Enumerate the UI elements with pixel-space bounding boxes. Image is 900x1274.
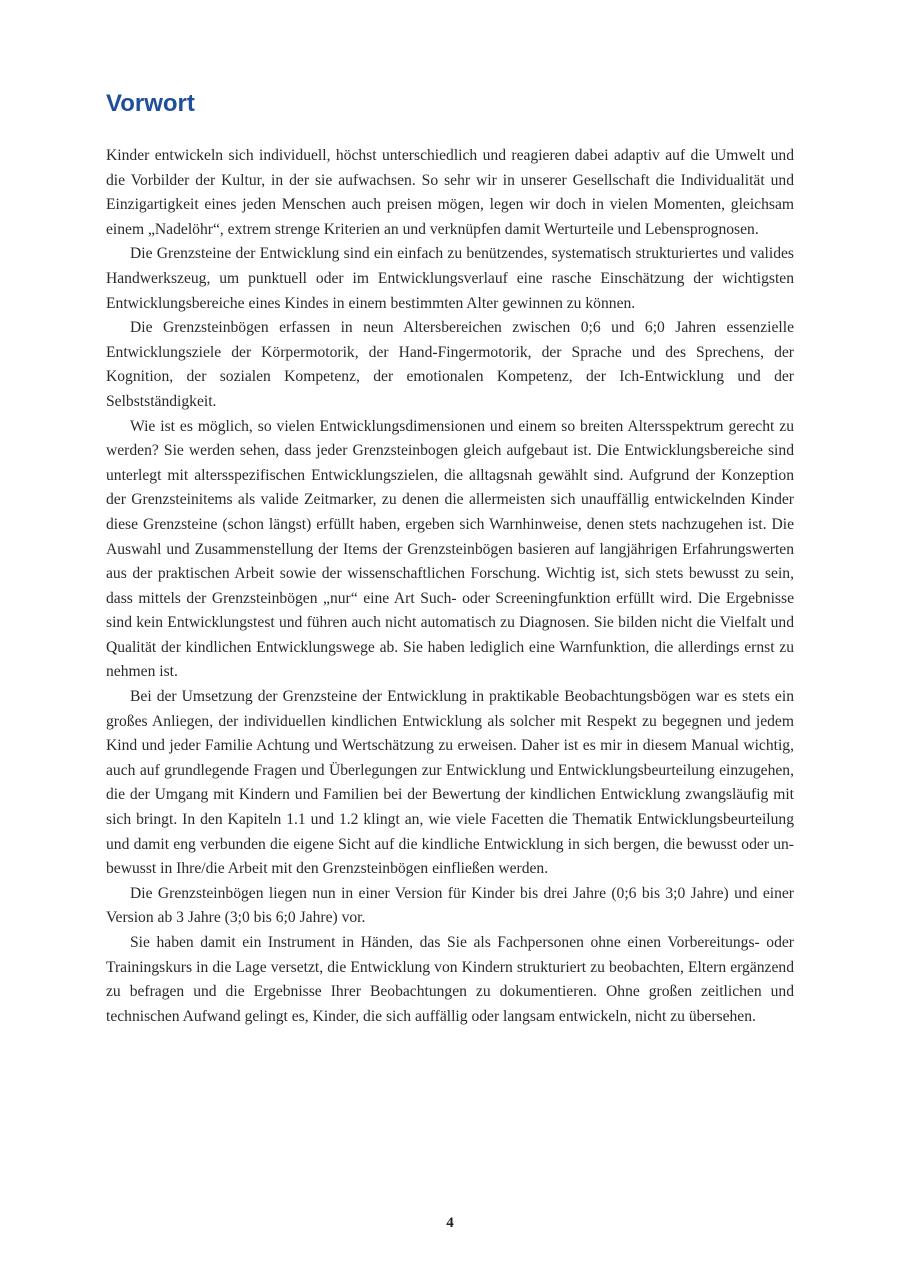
body-text (106, 144, 794, 1029)
paragraph-3: Die Grenzsteinbögen erfassen in neun Altersbereichen zwischen 0;6 und 6;0 Jahren essenzielle Entwicklungsziele der Körpermotorik, der Hand-Fingermotorik, der Sprache und des Sprechens, der Kognition, der sozialen Kompetenz, der emotionalen Kompetenz, der Ich-Entwicklung und der Selbstständigkeit. (106, 319, 794, 410)
page-number: 4 (446, 1215, 454, 1231)
paragraph-7: Sie haben damit ein Instrument in Händen, das Sie als Fachpersonen ohne einen Vorbereitungs- oder Trainingskurs in die Lage versetzt, die Entwicklung von Kindern strukturiert zu beobachten, Eltern ergänzend zu befragen und die Ergebnisse Ihrer Beobachtungen zu dokumentieren. Ohne großen zeitlichen und technischen Aufwand gelingt es, Kinder, die sich auffällig oder langsam entwickeln, nicht zu übersehen. (106, 934, 794, 1025)
paragraph-5: Bei der Umsetzung der Grenzsteine der Entwicklung in praktikable Beobachtungsbögen war es stets ein großes Anliegen, der individuellen kindlichen Entwicklung als solcher mit Respekt zu begegnen und jedem Kind und jeder Familie Achtung und Wertschätzung zu erweisen. Daher ist es mir in diesem Manual wichtig, auch auf grundlegende Fragen und Überlegungen zur Entwicklung und Entwicklungsbeurteilung einzugehen, die der Umgang mit Kindern und Familien bei der Bewertung der kindlichen Entwicklung zwangsläufig mit sich bringt. In den Kapiteln 1.1 und 1.2 klingt an, wie viele Facetten die Thematik Entwicklungsbeurteilung und damit eng verbunden die eigene Sicht auf die kindliche Entwicklung in sich bergen, die bewusst oder unbewusst in Ihre/die Arbeit mit den Grenzsteinbögen einfließen werden. (106, 688, 794, 878)
paragraph-6: Die Grenzsteinbögen liegen nun in einer Version für Kinder bis drei Jahre (0;6 bis 3;0 Jahre) und einer Version ab 3 Jahre (3;0 bis 6;0 Jahre) vor. (106, 884, 794, 927)
paragraph-2: Die Grenzsteine der Entwicklung sind ein einfach zu benützendes, systematisch strukturiertes und valides Handwerkszeug, um punktuell oder im Entwicklungsverlauf eine rasche Einschätzung der wichtigsten Entwicklungsbereiche eines Kindes in einem bestimmten Alter gewinnen zu können. (106, 245, 794, 312)
paragraph-1: Kinder entwickeln sich individuell, höchst unterschiedlich und reagieren dabei adaptiv auf die Umwelt und die Vorbilder der Kultur, in der sie aufwachsen. So sehr wir in unserer Gesellschaft die Individualität und Einzigartigkeit eines jeden Menschen auch preisen mögen, legen wir doch in vielen Momenten, gleichsam einem „Nadelöhr“, extrem strenge Kriterien an und verknüpfen damit Werturteile und Lebensprognosen. (106, 147, 794, 238)
paragraph-4: Wie ist es möglich, so vielen Entwicklungsdimensionen und einem so breiten Altersspektrum gerecht zu werden? Sie werden sehen, dass jeder Grenzsteinbogen gleich aufgebaut ist. Die Entwicklungsbereiche sind unterlegt mit altersspezifischen Entwicklungszielen, die alltagsnah gewählt sind. Aufgrund der Konzeption der Grenzsteinitems als valide Zeitmarker, zu denen die allermeisten sich unauffällig entwickelnden Kinder diese Grenzsteine (schon längst) erfüllt haben, ergeben sich Warnhinweise, denen stets nachzugehen ist. Die Auswahl und Zusammenstellung der Items der Grenzsteinbögen basieren auf langjährigen Erfahrungswerten aus der praktischen Arbeit sowie der wissenschaftlichen Forschung. Wichtig ist, sich stets bewusst zu sein, dass mittels der Grenzsteinbögen „nur“ eine Art Such- oder Screeningfunktion erfüllt wird. Die Ergebnisse sind kein Entwicklungstest und führen auch nicht automatisch zu Diagnosen. Sie bilden nicht die Vielfalt und Qualität der kindlichen Entwicklungswege ab. Sie haben lediglich eine Warnfunktion, die allerdings ernst zu nehmen ist. (106, 417, 794, 681)
page-title: Vorwort (106, 90, 195, 117)
